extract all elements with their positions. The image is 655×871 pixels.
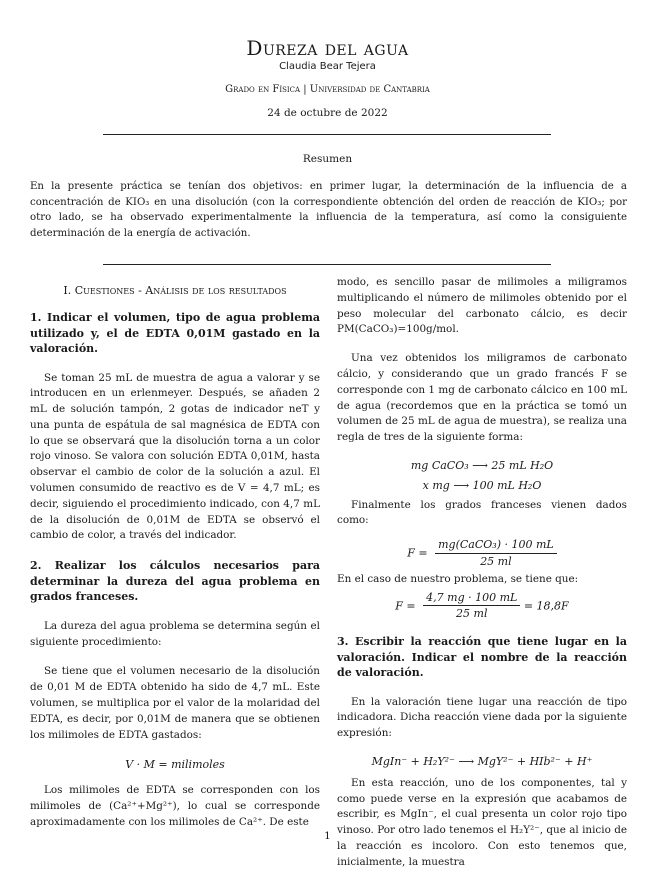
equation-result (337, 590, 627, 623)
eq4-rhs: = 18,8F (523, 598, 569, 612)
eq4-numerator: 4,7 mg · 100 mL (423, 590, 520, 607)
eq4-lhs: F = (395, 598, 416, 612)
left-column (30, 283, 320, 831)
equation-milimoles: V · M = milimoles (125, 758, 225, 772)
eq4-denominator: 25 ml (456, 607, 488, 621)
abstract-text: En la presente práctica se tenían dos objetivos: en primer lugar, la determinación de la influencia de a concentración de KIO₃ en una disolución (con la correspondiente obtención del orden de reacción de KIO₃; por otro lado, se ha observado experimentalmente la influencia de la temperatura, así como la consiguiente determinación de la energía de activación. (30, 181, 627, 239)
divider-top (103, 134, 551, 135)
paragraph-4: Los milimoles de EDTA se corresponden con los milimoles de (Ca²⁺+Mg²⁺), lo cual se corresponde aproximadamente con los milimoles de Ca²⁺. De este (30, 784, 320, 828)
equation-french-degrees (337, 537, 627, 570)
paragraph-8: En el caso de nuestro problema, se tiene que: (337, 572, 579, 585)
equation-rule-a: mg CaCO₃ ⟶ 25 mL H₂O (410, 458, 554, 472)
eq3-numerator: mg(CaCO₃) · 100 mL (435, 537, 557, 554)
question-1: 1. Indicar el volumen, tipo de agua problema utilizado y, el de EDTA 0,01M gastado en la valoración. (30, 311, 320, 355)
equation-reaction: MgIn⁻ + H₂Y²⁻ ⟶ MgY²⁻ + HIb²⁻ + H⁺ (371, 755, 593, 769)
paper-title: Dureza del agua (246, 36, 409, 60)
abstract-heading: Resumen (302, 153, 353, 165)
date: 24 de octubre de 2022 (267, 107, 388, 119)
paragraph-1: Se toman 25 mL de muestra de agua a valorar y se introducen en un erlenmeyer. Después, se añaden 2 mL de solución tampón, 2 gotas de indicador neT y una punta de espátula de sal magnésica de EDTA con lo que se observará que la disolución torna a un color rojo vinoso. Se valora con solución EDTA 0,01M, hasta observar el cambio de color de la solución a azul. El volumen consumido de reactivo es de V = 4,7 mL; es decir, siguiendo el procedimiento indicado, con 4,7 mL de la disolución de 0,01M de EDTA se observó el cambio de color, a través del indicador. (30, 371, 320, 542)
section-heading: I. Cuestiones - Análisis de los resultados (63, 284, 287, 297)
paragraph-9: En la valoración tiene lugar una reacción de tipo indicadora. Dicha reacción viene dada por la siguiente expresión: (337, 695, 627, 740)
equation-rule-b: x mg ⟶ 100 mL H₂O (422, 478, 542, 492)
paragraph-10: En esta reacción, uno de los componentes, tal y como puede verse en la expresión que acabamos de escribir, es MgIn⁻, el cual presenta un color rojo tipo vinoso. Por otro lado tenemos el H₂Y²⁻, que al inicio de la reacción es incoloro. Con esto tenemos que, inicialmente, la muestra (337, 776, 627, 868)
eq3-denominator: 25 ml (480, 554, 512, 568)
paragraph-3: Se tiene que el volumen necesario de la disolución de 0,01 M de EDTA obtenido ha sido de 4,7 mL. Este volumen, se multiplica por el valor de la molaridad del EDTA, es decir, por 0,01M de manera que se obtienen los milimoles de EDTA gastados: (30, 665, 320, 741)
question-3: 3. Escribir la reacción que tiene lugar en la valoración. Indicar el nombre de la reacción de valoración. (337, 635, 627, 680)
page-number: 1 (324, 830, 331, 842)
affiliation: Grado en Física | Universidad de Cantabria (225, 84, 430, 95)
eq3-fraction (435, 537, 557, 570)
right-column (337, 275, 627, 871)
paragraph-2: La dureza del agua problema se determina según el siguiente procedimiento: (30, 619, 320, 648)
eq3-lhs: F = (407, 546, 428, 560)
question-2: 2. Realizar los cálculos necesarios para determinar la dureza del agua problema en grados franceses. (30, 559, 320, 604)
eq4-fraction (423, 590, 520, 623)
divider-bottom (103, 264, 551, 265)
author: Claudia Bear Tejera (279, 61, 376, 72)
paragraph-6: Una vez obtenidos los miligramos de carbonato cálcio, y considerando que un grado francés F se corresponde con 1 mg de carbonato cálcico en 100 mL de agua (recordemos que en la práctica se tomó un volumen de 25 mL de agua de muestra), se realiza una regla de tres de la siguiente forma: (337, 352, 627, 444)
paragraph-7: Finalmente los grados franceses vienen dados como: (337, 498, 627, 527)
paragraph-5: modo, es sencillo pasar de milimoles a miligramos multiplicando el número de milimoles obtenido por el peso molecular del carbonato cálcio, es decir PM(CaCO₃)=100g/mol. (337, 276, 627, 336)
